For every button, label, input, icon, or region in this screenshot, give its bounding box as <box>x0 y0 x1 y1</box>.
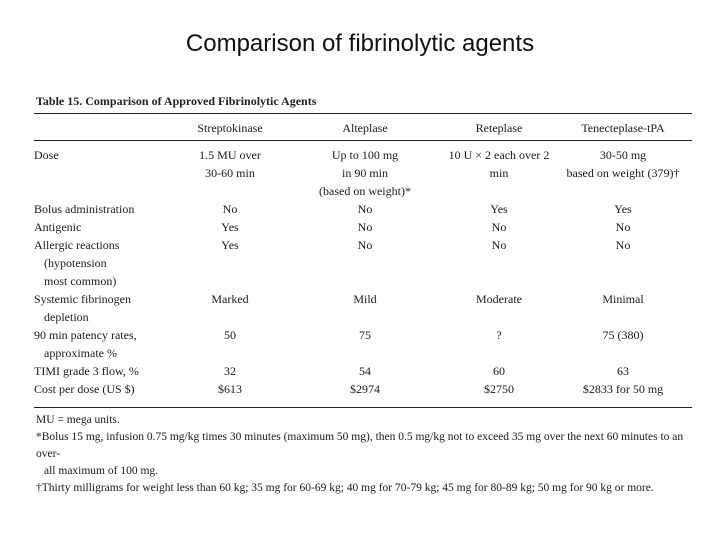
table-header-row <box>34 116 692 140</box>
cell-line: in 90 min <box>341 166 388 180</box>
column-header-tenecteplase: Tenecteplase-tPA <box>581 121 665 135</box>
footnote-mu: MU = mega units. <box>36 414 120 426</box>
table-footnotes <box>36 412 696 497</box>
cell-alteplase: $2974 <box>350 382 380 396</box>
cell-tenecteplase <box>554 140 692 200</box>
table-row-cost <box>34 380 692 398</box>
header-blank <box>34 116 174 140</box>
table-row-bolus <box>34 200 692 218</box>
slide-title: Comparison of fibrinolytic agents <box>185 30 535 57</box>
cell-streptokinase: $613 <box>218 382 242 396</box>
cell-alteplase: Mild <box>353 292 377 306</box>
cell-streptokinase: Marked <box>211 292 249 306</box>
cell-tenecteplase: No <box>615 238 631 252</box>
row-label: Antigenic <box>34 220 82 234</box>
cell-tenecteplase: 75 (380) <box>602 328 644 342</box>
cell-line: 10 U × 2 each over 2 min <box>448 148 550 180</box>
label-line: Systemic fibrinogen <box>34 292 131 306</box>
label-line: most common) <box>44 274 117 288</box>
cell-tenecteplase: Minimal <box>602 292 644 306</box>
column-header-streptokinase: Streptokinase <box>197 121 263 135</box>
cell-streptokinase: Yes <box>221 220 239 234</box>
table-row-dose <box>34 140 692 200</box>
cell-streptokinase: No <box>222 202 238 216</box>
cell-tenecteplase: 63 <box>617 364 629 378</box>
cell-reteplase: 60 <box>493 364 505 378</box>
table-bottom-rule <box>34 407 692 408</box>
table-row-antigenic <box>34 218 692 236</box>
row-label: TIMI grade 3 flow, % <box>34 364 139 378</box>
row-label: Cost per dose (US $) <box>34 382 135 396</box>
cell-reteplase: No <box>491 238 507 252</box>
cell-streptokinase: Yes <box>221 238 239 252</box>
table-row-timi <box>34 362 692 380</box>
cell-line: Up to 100 mg <box>331 148 399 162</box>
footnote-star: *Bolus 15 mg, infusion 0.75 mg/kg times 30 minutes (maximum 50 mg), then 0.5 mg/kg not to exceed 35 mg over the next 60 minutes to an over- <box>36 431 684 460</box>
cell-reteplase: ? <box>496 328 502 342</box>
table-row-allergic <box>34 236 692 290</box>
cell-streptokinase: 50 <box>224 328 236 342</box>
column-header-alteplase: Alteplase <box>342 121 388 135</box>
cell-streptokinase <box>174 140 286 200</box>
cell-alteplase: No <box>357 238 373 252</box>
row-label: Bolus administration <box>34 202 135 216</box>
cell-reteplase <box>444 140 554 200</box>
cell-tenecteplase: No <box>615 220 631 234</box>
cell-reteplase: $2750 <box>484 382 514 396</box>
cell-line: based on weight (379)† <box>566 166 680 180</box>
row-label <box>34 236 174 290</box>
cell-line: 30-60 min <box>205 166 255 180</box>
cell-line: (based on weight)* <box>319 184 411 198</box>
cell-streptokinase: 32 <box>224 364 236 378</box>
cell-reteplase: Yes <box>490 202 508 216</box>
label-line: approximate % <box>44 346 117 360</box>
row-label <box>34 326 174 362</box>
cell-reteplase: Moderate <box>476 292 522 306</box>
table-row-fibrinogen-depletion <box>34 290 692 326</box>
cell-tenecteplase: $2833 for 50 mg <box>582 382 664 396</box>
label-line: Allergic reactions <box>34 238 120 252</box>
row-label: Dose <box>34 148 59 162</box>
column-header-reteplase: Reteplase <box>475 121 523 135</box>
cell-alteplase: No <box>357 202 373 216</box>
cell-alteplase: No <box>357 220 373 234</box>
cell-line: 1.5 MU over <box>199 148 261 162</box>
row-label <box>34 290 174 326</box>
cell-alteplase <box>286 140 444 200</box>
label-line: 90 min patency rates, <box>34 328 137 342</box>
cell-reteplase: No <box>491 220 507 234</box>
table-caption: Table 15. Comparison of Approved Fibrinolytic Agents <box>36 94 317 108</box>
table-row-patency <box>34 326 692 362</box>
label-line: (hypotension <box>44 256 107 270</box>
footnote-dagger: †Thirty milligrams for weight less than 60 kg; 35 mg for 60-69 kg; 40 mg for 70-79 kg; 45 mg for 80-89 kg; 50 mg for 90 kg or more. <box>36 482 654 494</box>
cell-alteplase: 75 <box>359 328 371 342</box>
cell-alteplase: 54 <box>359 364 371 378</box>
fibrinolytic-comparison-table <box>34 116 692 398</box>
table-top-rule <box>34 113 692 114</box>
label-line: depletion <box>44 310 89 324</box>
cell-tenecteplase: Yes <box>614 202 632 216</box>
cell-line: 30-50 mg <box>599 148 647 162</box>
footnote-star-continued: all maximum of 100 mg. <box>44 465 159 477</box>
